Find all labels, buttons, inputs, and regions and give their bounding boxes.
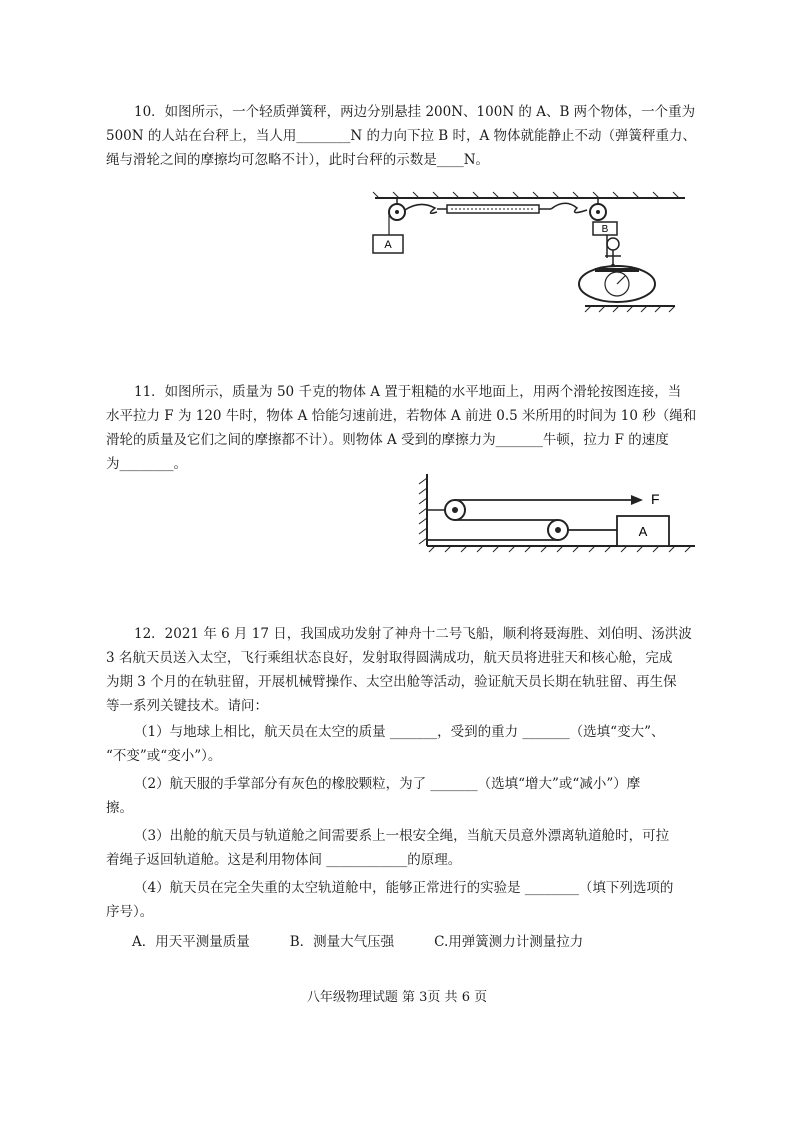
question-10 — [106, 100, 716, 172]
q10-figure — [355, 190, 685, 325]
q12-option-c: C.用弹簧测力计测量拉力 — [434, 934, 584, 950]
q11-figure — [405, 470, 700, 560]
q11-line-3: 滑轮的质量及它们之间的摩擦都不计）。则物体 A 受到的摩擦力为_______牛顿，拉力 F 的速度 — [106, 432, 669, 448]
q12-s3-line-1: （3）出舱的航天员与轨道舱之间需要系上一根安全绳，当航天员意外漂离轨道舱时，可拉 — [134, 828, 670, 844]
q12-options — [106, 930, 716, 954]
q12-s1-line-1: （1）与地球上相比，航天员在太空的质量 _______，受到的重力 _______（选填“变大”、 — [134, 724, 665, 740]
q12-s4-line-2: 序号）。 — [106, 904, 154, 920]
question-11 — [106, 380, 716, 476]
q10-line-1: 10．如图所示，一个轻质弹簧秤，两边分别悬挂 200N、100N 的 A、B 两个物体，一个重为 — [134, 104, 696, 120]
q11-line-1: 11．如图所示，质量为 50 千克的物体 A 置于粗糙的水平地面上，用两个滑轮按图连接，当 — [134, 384, 682, 400]
q12-s4-line-1: （4）航天员在完全失重的太空轨道舱中，能够正常进行的实验是 ________（填下列选项的 — [134, 880, 674, 896]
q12-s2-line-1: （2）航天服的手掌部分有灰色的橡胶颗粒，为了 _______（选填“增大”或“减小”）摩 — [134, 776, 641, 792]
q12-option-b: B．测量大气压强 — [289, 934, 395, 950]
q12-option-a: A．用天平测量质量 — [132, 934, 250, 950]
q12-s3-line-2: 着绳子返回轨道舱。这是利用物体间 ____________的原理。 — [106, 852, 462, 868]
q12-intro-2: 3 名航天员送入太空，飞行乘组状态良好，发射取得圆满成功，航天员将进驻天和核心舱，完成 — [106, 650, 673, 666]
q11-line-4: 为________。 — [106, 456, 187, 472]
q10-label-a: A — [384, 239, 392, 251]
q12-intro-4: 等一系列关键技术。请问： — [106, 698, 268, 714]
q12-intro-3: 为期 3 个月的在轨驻留，开展机械臂操作、太空出舱等活动，验证航天员长期在轨驻留、再生保 — [106, 674, 677, 690]
q12-s2-line-2: 擦。 — [106, 800, 133, 816]
q12-intro-1: 12．2021 年 6 月 17 日，我国成功发射了神舟十二号飞船，顺利将聂海胜、刘伯明、汤洪波 — [134, 626, 692, 642]
q11-label-f: F — [651, 491, 660, 507]
q11-label-a: A — [638, 524, 648, 539]
page-footer: 八年级物理试题 第 3页 共 6 页 — [306, 990, 488, 1005]
q12-s1-line-2: “不变”或“变小”）。 — [106, 748, 222, 764]
q10-line-2: 500N 的人站在台秤上，当人用________N 的力向下拉 B 时，A 物体就能静止不动（弹簧秤重力、 — [106, 128, 697, 144]
q10-line-3: 绳与滑轮之间的摩擦均可忽略不计），此时台秤的示数是____N。 — [106, 152, 490, 168]
question-12 — [106, 622, 716, 954]
q11-line-2: 水平拉力 F 为 120 牛时，物体 A 恰能匀速前进，若物体 A 前进 0.5 米所用的时间为 10 秒（绳和 — [106, 408, 697, 424]
q10-label-b: B — [601, 224, 609, 235]
